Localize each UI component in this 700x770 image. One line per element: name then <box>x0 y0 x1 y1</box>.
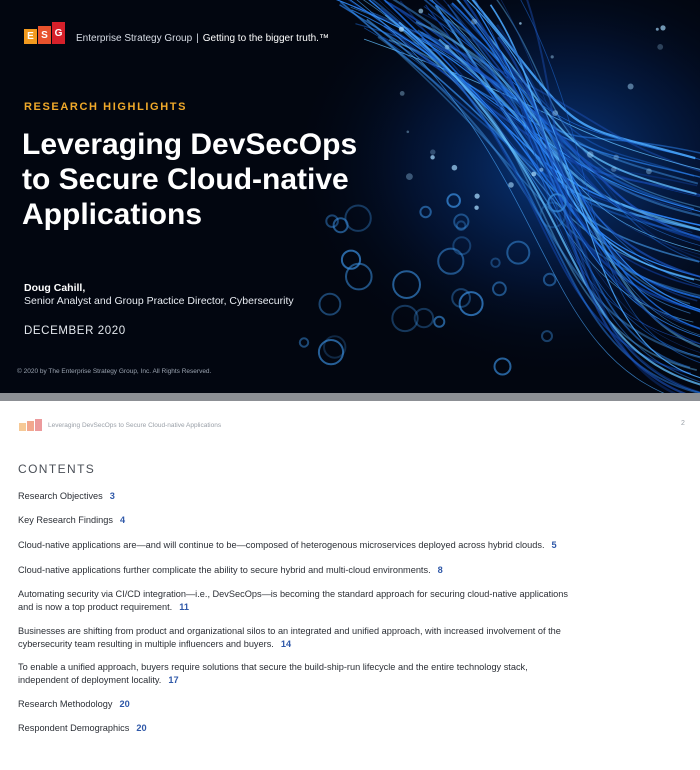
light-bokeh <box>452 165 458 171</box>
light-bokeh <box>445 45 450 50</box>
toc-item-text: Research Methodology <box>18 699 113 709</box>
light-bokeh <box>508 182 514 188</box>
running-header-title: Leveraging DevSecOps to Secure Cloud-native Applications <box>48 422 222 429</box>
author-role: Senior Analyst and Group Practice Director, Cybersecurity <box>24 295 294 307</box>
toc-page-link[interactable]: 20 <box>136 723 147 733</box>
light-bokeh <box>399 27 404 32</box>
report-title <box>22 127 382 232</box>
toc-item-text: Respondent Demographics <box>18 723 130 733</box>
page-number: 2 <box>681 420 685 427</box>
toc-item-text: Cloud-native applications are—and will continue to be—composed of heterogenous microservices deployed across hybrid clouds. <box>18 540 545 550</box>
toc-page-link[interactable]: 11 <box>179 602 189 612</box>
light-bokeh <box>430 149 435 154</box>
light-bokeh <box>646 168 652 174</box>
light-bokeh <box>406 173 413 180</box>
light-bokeh <box>519 22 522 25</box>
title-line-3: Applications <box>22 198 203 231</box>
toc-item-methodology[interactable] <box>18 698 578 711</box>
light-bokeh <box>474 206 478 210</box>
light-bokeh <box>430 155 434 159</box>
toc-page-link[interactable]: 20 <box>119 699 130 709</box>
publication-date: DECEMBER 2020 <box>24 325 126 337</box>
toc-item-demographics[interactable] <box>18 722 578 735</box>
light-bokeh <box>656 28 659 31</box>
toc-page-link[interactable]: 5 <box>551 540 557 550</box>
brand-tagline: Getting to the bigger truth.™ <box>202 33 329 44</box>
page-divider <box>0 393 700 401</box>
toc-page-link[interactable]: 17 <box>168 675 179 685</box>
light-bokeh <box>539 168 543 172</box>
toc-item-text: Businesses are shifting from product and organizational silos to an integrated and unified approach, with increased involvement of the cybersecurity team resulting in multiple influencers and buyers. <box>18 626 561 649</box>
toc-item-text: Key Research Findings <box>18 515 113 525</box>
brand-line <box>76 33 329 44</box>
light-bokeh <box>611 167 616 172</box>
logo-letter-s: S <box>38 26 51 44</box>
toc-page-link[interactable]: 4 <box>119 515 126 525</box>
light-bokeh <box>614 155 619 160</box>
toc-item-key-findings[interactable] <box>18 514 578 527</box>
light-bokeh <box>471 19 477 25</box>
light-bokeh <box>475 194 480 199</box>
title-line-2: to Secure Cloud-native <box>22 163 349 196</box>
logo-letter-g: G <box>52 22 65 44</box>
toc-item-text: Automating security via CI/CD integration—i.e., DevSecOps—is becoming the standard approach for securing cloud-native applications and is now a top product requirement. <box>18 589 568 612</box>
toc-item-text: Cloud-native applications further complicate the ability to secure hybrid and multi-cloud environments. <box>18 565 431 575</box>
toc-item-text: To enable a unified approach, buyers require solutions that secure the build-ship-run lifecycle and the entire technology stack, independent of deployment locality. <box>18 662 528 685</box>
light-bokeh <box>587 151 594 158</box>
brand-separator: | <box>196 33 199 44</box>
light-bokeh <box>552 110 558 116</box>
light-bokeh <box>628 84 634 90</box>
running-header <box>19 419 221 431</box>
toc-item-finding-4[interactable] <box>18 625 578 651</box>
light-bokeh <box>400 91 405 96</box>
light-bokeh <box>531 172 536 177</box>
toc-item-research-objectives[interactable] <box>18 490 578 503</box>
toc-item-finding-2[interactable] <box>18 564 578 577</box>
toc-item-finding-3[interactable] <box>18 588 578 614</box>
title-line-1: Leveraging DevSecOps <box>22 128 358 161</box>
logo-letter-e: E <box>24 29 37 44</box>
esg-logo <box>24 22 66 44</box>
esg-mini-logo-icon <box>19 419 43 431</box>
light-bokeh <box>660 25 665 30</box>
eyebrow-label: RESEARCH HIGHLIGHTS <box>24 101 188 113</box>
brand-name: Enterprise Strategy Group <box>76 33 193 44</box>
toc-page-link[interactable]: 14 <box>280 639 292 649</box>
light-bokeh <box>657 44 663 50</box>
copyright-notice: © 2020 by The Enterprise Strategy Group, Inc. All Rights Reserved. <box>17 368 212 375</box>
toc-item-finding-5[interactable] <box>18 661 578 687</box>
toc-page-link[interactable]: 8 <box>437 565 443 575</box>
light-bokeh <box>407 131 410 134</box>
toc-item-finding-1[interactable] <box>18 539 618 552</box>
light-bokeh <box>418 9 423 14</box>
toc-item-text: Research Objectives <box>18 491 103 501</box>
author-name: Doug Cahill, <box>24 282 86 294</box>
contents-heading: CONTENTS <box>18 462 96 476</box>
light-bokeh <box>551 55 554 58</box>
toc-page-link[interactable]: 3 <box>109 491 115 501</box>
